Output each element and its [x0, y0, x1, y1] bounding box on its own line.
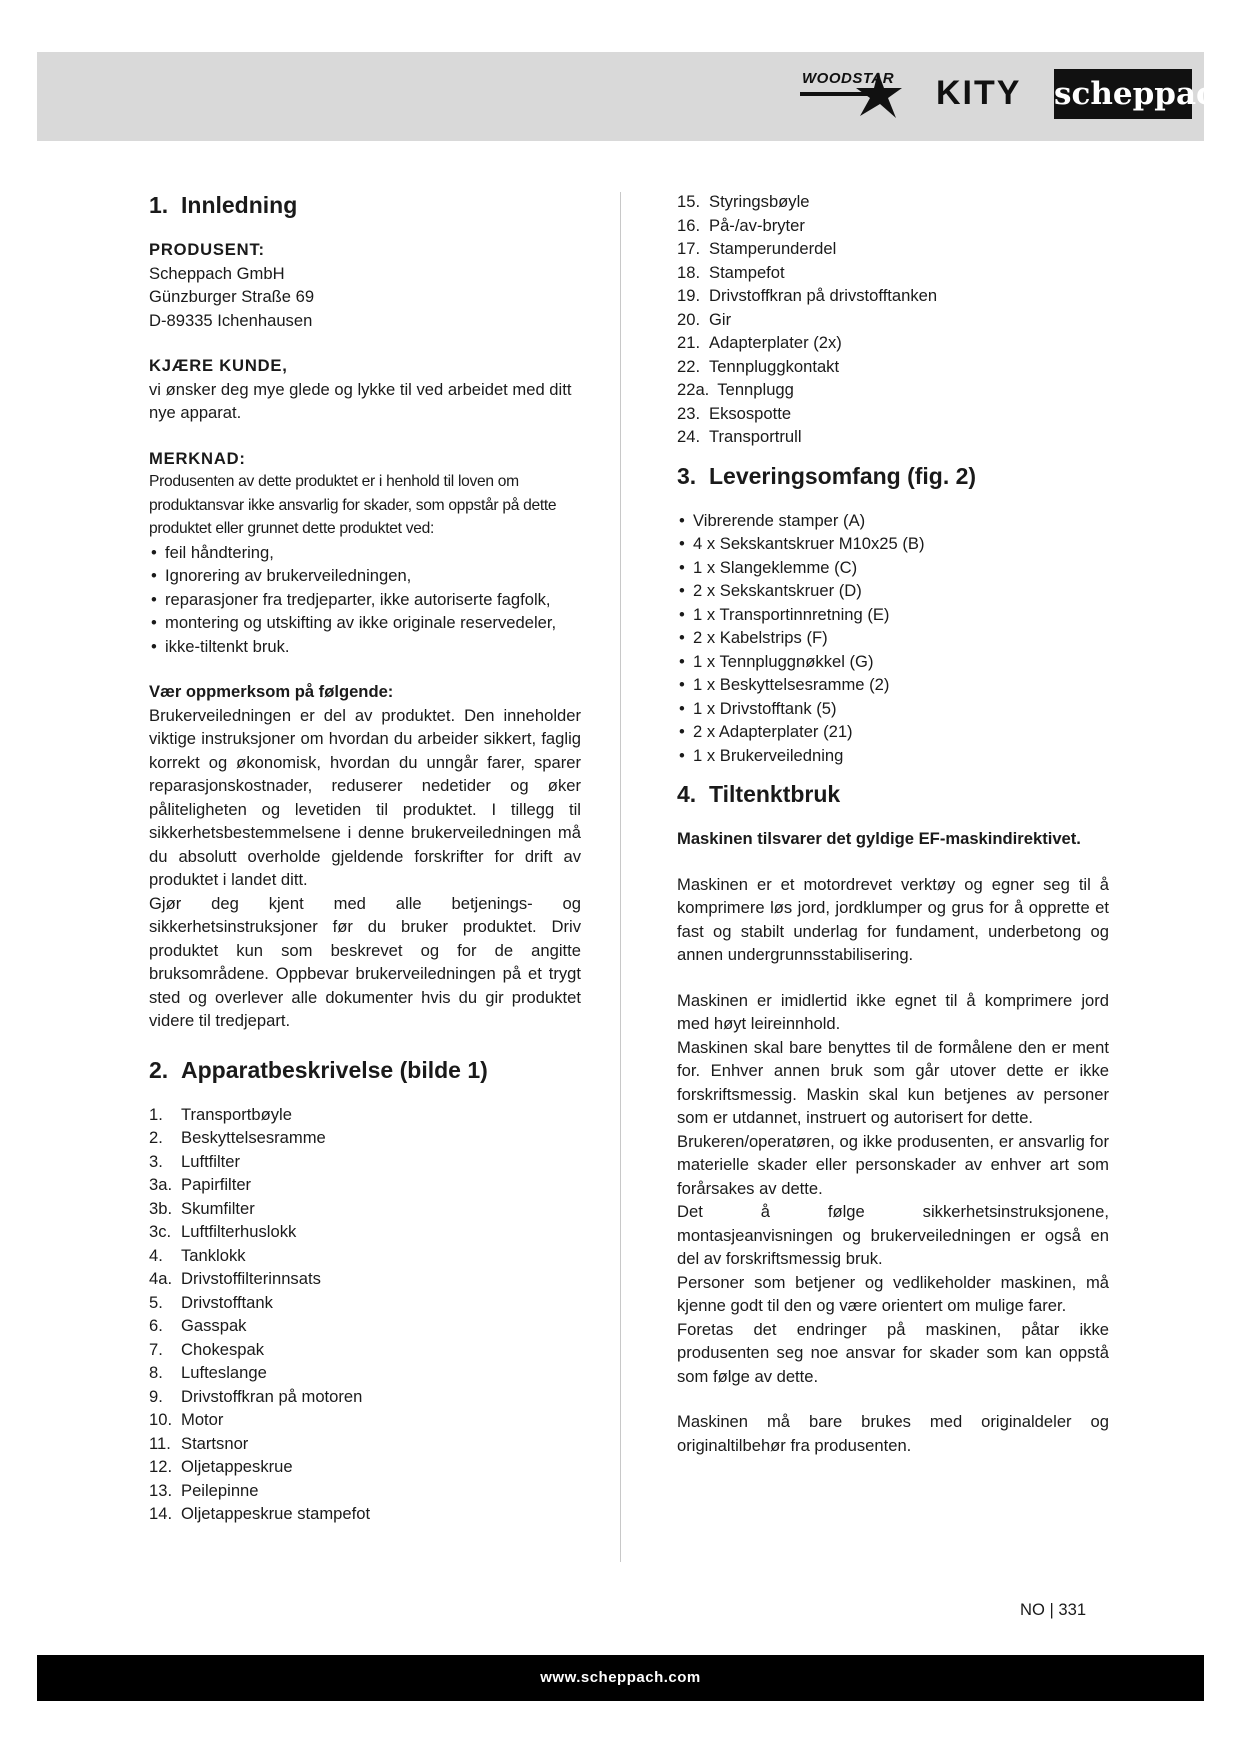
list-item: 2. Beskyttelsesramme: [149, 1128, 326, 1147]
list-item: 17. Stamperunderdel: [677, 239, 837, 258]
list-item: 23. Eksospotte: [677, 403, 792, 423]
list-item: • 1 x Tennpluggnøkkel (G): [677, 650, 1109, 674]
list-item: • 1 x Drivstofftank (5): [677, 697, 1109, 721]
producer-label: PRODUSENT:: [149, 240, 265, 259]
producer-line: Scheppach GmbH: [149, 263, 285, 283]
list-item: • 1 x Transportinnretning (E): [677, 603, 1109, 627]
intended-use-text: Maskinen skal bare benyttes til de formålene den er ment for. Enhver annen bruk som går utover dette er ikke forskriftsmessig. Maskin skal kun betjenes av personer som er utdannet, instruert og autorisert for dette.: [677, 1037, 1109, 1127]
list-item: 22a. Tennplugg: [677, 380, 794, 399]
scheppach-logo: scheppach: [1054, 69, 1192, 119]
list-item: 24. Transportrull: [677, 427, 802, 446]
list-item: 7. Chokespak: [149, 1339, 265, 1359]
list-item: • Ignorering av brukerveiledningen,: [149, 564, 581, 588]
column-divider: [620, 192, 621, 1562]
woodstar-text: WOODSTAR: [802, 70, 895, 87]
list-item: 18. Stampefot: [677, 262, 785, 282]
intended-use-text: Foretas det endringer på maskinen, påtar ikke produsenten seg noe ansvar for skader som kan oppstå som følge av dette.: [677, 1319, 1109, 1386]
list-item: 13. Peilepinne: [149, 1480, 259, 1500]
list-item: • ikke-tiltenkt bruk.: [149, 635, 581, 659]
list-item: 9. Drivstoffkran på motoren: [149, 1386, 363, 1406]
attention-label: Vær oppmerksom på følgende:: [149, 682, 394, 701]
list-item: 16. På-/av-bryter: [677, 215, 805, 235]
parts-list: [149, 1103, 581, 1526]
list-item: 20. Gir: [677, 309, 732, 329]
list-item: 3a. Papirfilter: [149, 1175, 252, 1194]
list-item: 6. Gasspak: [149, 1316, 247, 1335]
delivery-list: [677, 509, 1109, 768]
list-item: • 1 x Brukerveiledning: [677, 744, 1109, 768]
list-item: • 1 x Beskyttelsesramme (2): [677, 673, 1109, 697]
list-item: 19. Drivstoffkran på drivstofftanken: [677, 286, 938, 305]
section-2-heading: 2. Apparatbeskrivelse (bilde 1): [149, 1056, 488, 1083]
list-item: 3. Luftfilter: [149, 1151, 241, 1171]
section-3-heading: 3. Leveringsomfang (fig. 2): [677, 462, 977, 489]
dear-customer-label: KJÆRE KUNDE,: [149, 356, 288, 375]
page-number: NO | 331: [1020, 1600, 1087, 1619]
intended-use-text: Personer som betjener og vedlikeholder maskinen, må kjenne godt til den og være orientert om mulige farer.: [677, 1272, 1109, 1315]
list-item: 15. Styringsbøyle: [677, 192, 810, 211]
section-1-heading: 1. Innledning: [149, 192, 298, 218]
list-item: • 2 x Kabelstrips (F): [677, 626, 1109, 650]
intended-use-text: Maskinen er et motordrevet verktøy og egner seg til å komprimere løs jord, jordklumper og grus for å opprette et fast og stabilt underlag for fundament, underbetong og annen undergrunnsstabilisering.: [677, 874, 1109, 964]
dear-customer-text: vi ønsker deg mye glede og lykke til ved arbeidet med ditt nye apparat.: [149, 379, 572, 422]
list-item: 22. Tennpluggkontakt: [677, 356, 840, 376]
list-item: • feil håndtering,: [149, 541, 581, 565]
left-column: [149, 190, 581, 1526]
attention-text: Brukerveiledningen er del av produktet. Den inneholder viktige instruksjoner om hvordan du arbeider sikkert, faglig korrekt og økonomisk, hvordan du unngår farer, sparer reparasjonskostnader, reduserer nedetider og øker påliteligheten og levetiden til produktet. I tillegg til sikkerhetsbestemmelsene i denne brukerveiledningen må du absolutt overholde gjeldende forskrifter for drift av produktet i landet ditt.: [149, 705, 581, 889]
footer-url[interactable]: www.scheppach.com: [540, 1669, 701, 1686]
section-4-heading: 4. Tiltenktbruk: [677, 781, 841, 807]
intended-use-directive: Maskinen tilsvarer det gyldige EF-maskindirektivet.: [677, 829, 1081, 848]
parts-list-continued: [677, 190, 1109, 449]
list-item: • reparasjoner fra tredjeparter, ikke autoriserte fagfolk,: [149, 588, 581, 612]
kity-logo: KITY: [936, 74, 1022, 112]
list-item: 14. Oljetappeskrue stampefot: [149, 1504, 371, 1523]
note-bullet-list: [149, 541, 581, 659]
list-item: 4a. Drivstoffilterinnsats: [149, 1269, 321, 1288]
note-text: Produsenten av dette produktet er i henhold til loven om produktansvar ikke ansvarlig for skader, som oppstår på dette produktet eller grunnet dette produktet ved:: [149, 473, 557, 537]
list-item: 8. Lufteslange: [149, 1363, 267, 1382]
list-item: 3b. Skumfilter: [149, 1198, 255, 1218]
list-item: 1. Transportbøyle: [149, 1104, 292, 1124]
intended-use-text: Maskinen må bare brukes med originaldeler og originaltilbehør fra produsenten.: [677, 1412, 1109, 1455]
intended-use-text: Det å følge sikkerhetsinstruksjonene, montasjeanvisningen og brukerveiledningen er også en del av forskriftsmessig bruk.: [677, 1202, 1109, 1268]
note-label: MERKNAD:: [149, 448, 246, 468]
list-item: 3c. Luftfilterhuslokk: [149, 1222, 297, 1241]
intended-use-text: Brukeren/operatøren, og ikke produsenten, er ansvarlig for materielle skader eller personskader av enhver art som forårsakes av dette.: [677, 1131, 1109, 1198]
right-column: [677, 190, 1109, 1457]
list-item: • 1 x Slangeklemme (C): [677, 556, 1109, 580]
intended-use-text: Maskinen er imidlertid ikke egnet til å komprimere jord med høyt leireinnhold.: [677, 990, 1109, 1033]
attention-text: Gjør deg kjent med alle betjenings- og sikkerhetsinstruksjoner før du bruker produktet. Driv produktet kun som beskrevet og for de angitte bruksområdene. Oppbevar brukerveiledningen på et trygt sted og overlever alle dokumenter hvis du gir produktet videre til tredjepart.: [149, 893, 581, 1030]
list-item: • 2 x Sekskantskruer (D): [677, 579, 1109, 603]
list-item: • 4 x Sekskantskruer M10x25 (B): [677, 532, 1109, 556]
producer-line: D-89335 Ichenhausen: [149, 310, 313, 330]
producer-line: Günzburger Straße 69: [149, 287, 315, 306]
list-item: 10. Motor: [149, 1410, 224, 1429]
list-item: 12. Oljetappeskrue: [149, 1457, 293, 1476]
list-item: 11. Startsnor: [149, 1433, 249, 1453]
list-item: • 2 x Adapterplater (21): [677, 720, 1109, 744]
header-band: [37, 52, 1204, 141]
list-item: • Vibrerende stamper (A): [677, 509, 1109, 533]
list-item: • montering og utskifting av ikke originale reservedeler,: [149, 611, 581, 635]
list-item: 4. Tanklokk: [149, 1245, 246, 1265]
list-item: 21. Adapterplater (2x): [677, 333, 842, 352]
list-item: 5. Drivstofftank: [149, 1292, 273, 1312]
woodstar-logo: [800, 66, 922, 122]
